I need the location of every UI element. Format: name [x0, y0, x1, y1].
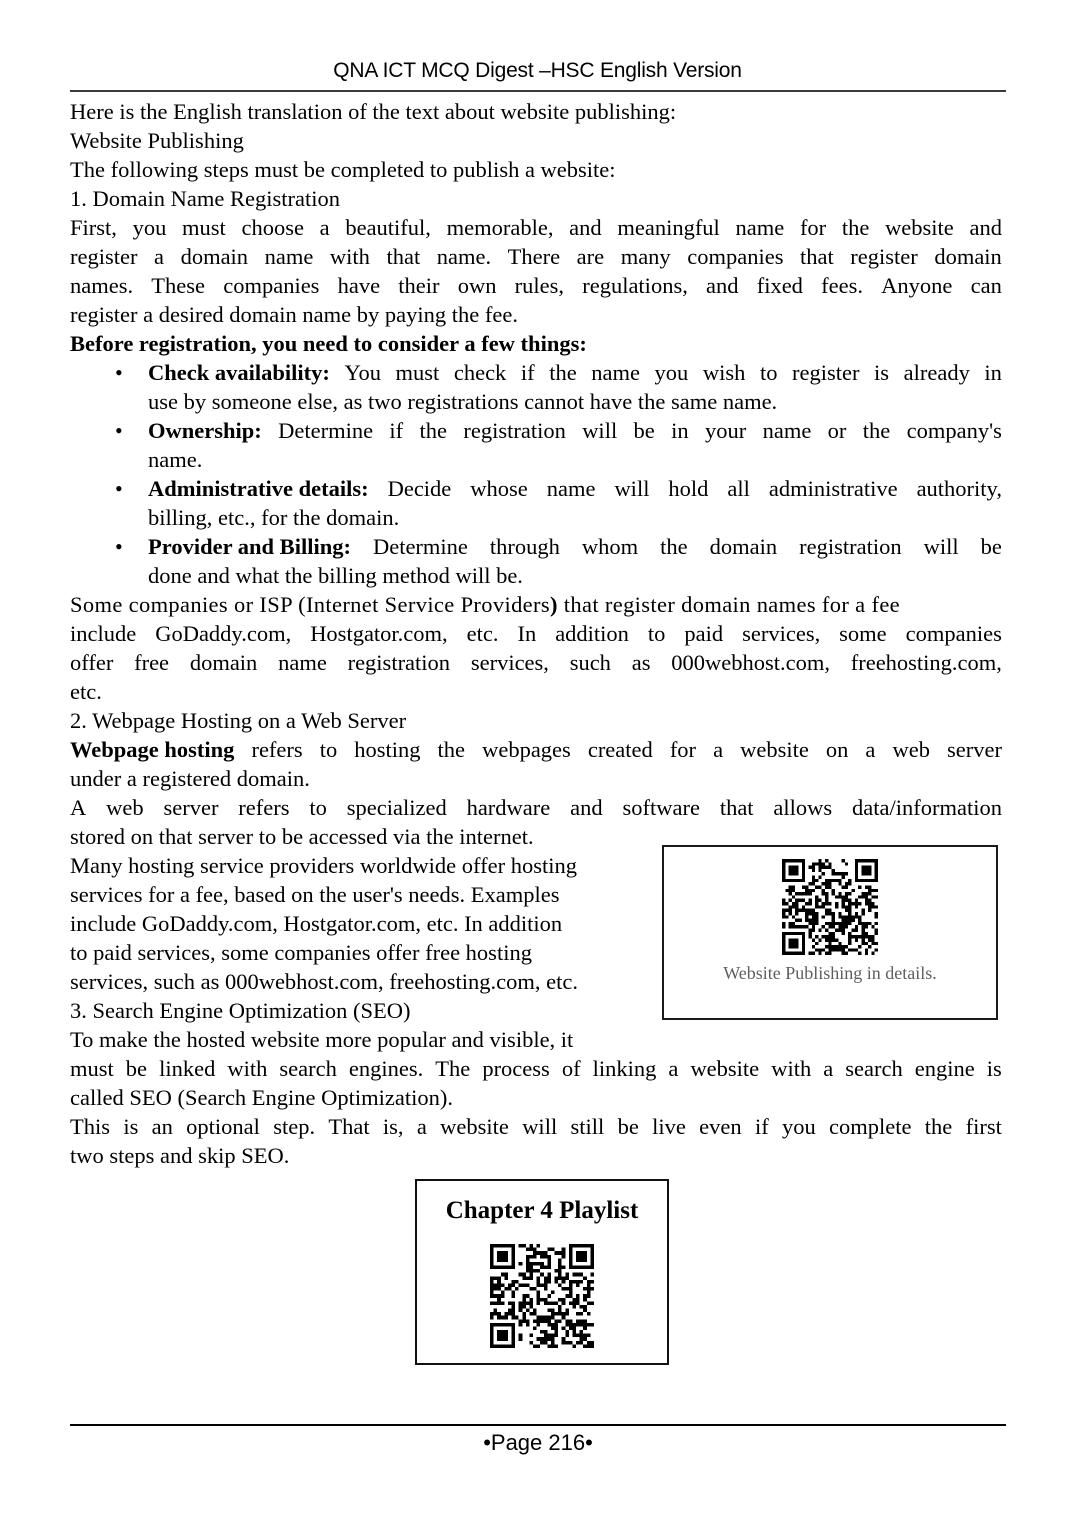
list-item — [70, 358, 1002, 416]
step2-heading: 2. Webpage Hosting on a Web Server — [70, 708, 407, 733]
intro-line-4: 1. Domain Name Registration — [70, 186, 340, 211]
qr-figure-caption: Website Publishing in details. — [723, 963, 937, 983]
bullet-icon: • — [115, 534, 123, 559]
para5-line-2: services for a fee, based on the user's needs. Examples — [70, 882, 560, 907]
intro-line-3: The following steps must be completed to publish a website: — [70, 157, 616, 182]
list-item — [70, 532, 1002, 590]
bullet-4-line-1: Provider and Billing: Determine through whom the domain registration will be — [148, 534, 1002, 559]
para1-line-2: register a domain name with that name. There are many companies that register domain — [70, 244, 1002, 269]
para1-line-3: names. These companies have their own rules, regulations, and fixed fees. Anyone can — [70, 273, 1002, 298]
qr-figure-box — [662, 845, 998, 1020]
bullet-4-line-2: done and what the billing method will be. — [148, 563, 523, 588]
qr-code-icon[interactable] — [490, 1244, 594, 1348]
bullet-icon: • — [115, 360, 123, 385]
para4-line-2: stored on that server to be accessed via the internet. — [70, 824, 534, 849]
para5-line-1: Many hosting service providers worldwide offer hosting — [70, 853, 577, 878]
para4-line-1: A web server refers to specialized hardware and software that allows data/information — [70, 795, 1002, 820]
bullet-icon: • — [115, 418, 123, 443]
para2-line-2: include GoDaddy.com, Hostgator.com, etc. In addition to paid services, some companies — [70, 621, 1002, 646]
para6-line-3: called SEO (Search Engine Optimization). — [70, 1085, 454, 1110]
para2-line-3: offer free domain name registration services, such as 000webhost.com, freehosting.com, — [70, 650, 1002, 675]
bullet-icon: • — [115, 476, 123, 501]
para5-line-3: include GoDaddy.com, Hostgator.com, etc. In addition — [70, 911, 563, 936]
bullet-2-line-1: Ownership: Determine if the registration will be in your name or the company's — [148, 418, 1002, 443]
para3-line-1: Webpage hosting refers to hosting the webpages created for a website on a web server — [70, 737, 1002, 762]
para2-line-4: etc. — [70, 679, 102, 704]
para6-line-2: must be linked with search engines. The process of linking a website with a search engine is — [70, 1056, 1002, 1081]
footer-divider — [70, 1424, 1006, 1426]
playlist-title: Chapter 4 Playlist — [445, 1197, 639, 1224]
page-number: •Page 216• — [483, 1430, 593, 1455]
para1-line-1: First, you must choose a beautiful, memorable, and meaningful name for the website and — [70, 215, 1002, 240]
before-registration-heading: Before registration, you need to consider a few things: — [70, 331, 587, 356]
bullet-1-line-2: use by someone else, as two registrations cannot have the same name. — [148, 389, 778, 414]
intro-line-2: Website Publishing — [70, 128, 244, 153]
header-divider — [70, 90, 1006, 92]
list-item — [70, 416, 1002, 474]
para7-line-2: two steps and skip SEO. — [70, 1143, 290, 1168]
bullet-2-line-2: name. — [148, 447, 203, 472]
list-item — [70, 474, 1002, 532]
para6-line-1: To make the hosted website more popular and visible, it — [70, 1027, 574, 1052]
para7-line-1: This is an optional step. That is, a website will still be live even if you complete the first — [70, 1114, 1002, 1139]
qr-code-icon[interactable] — [782, 859, 878, 955]
bullet-1-line-1: Check availability: You must check if the name you wish to register is already in — [148, 360, 1002, 385]
intro-line-1: Here is the English translation of the text about website publishing: — [70, 99, 677, 124]
para5-line-4: to paid services, some companies offer free hosting — [70, 940, 532, 965]
page-header-title: QNA ICT MCQ Digest –HSC English Version — [333, 59, 742, 82]
bullet-3-line-2: billing, etc., for the domain. — [148, 505, 400, 530]
step3-heading: 3. Search Engine Optimization (SEO) — [70, 998, 411, 1023]
para1-line-4: register a desired domain name by paying the fee. — [70, 302, 518, 327]
playlist-figure-box — [415, 1179, 669, 1365]
para5-line-5: services, such as 000webhost.com, freehosting.com, etc. — [70, 969, 578, 994]
bullet-3-line-1: Administrative details: Decide whose name will hold all administrative authority, — [148, 476, 1002, 501]
para2-line-1: Some companies or ISP (Internet Service Providers) that register domain names for a fee — [70, 592, 901, 617]
para3-line-2: under a registered domain. — [70, 766, 310, 791]
